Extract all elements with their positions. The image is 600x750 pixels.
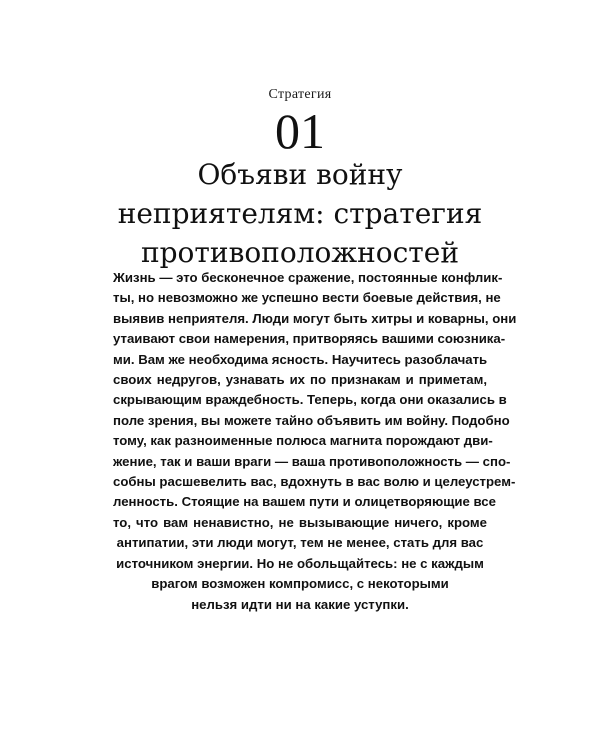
paragraph-line: утаивают свои намерения, притворяясь вашими союзника-	[113, 331, 506, 347]
paragraph-line: источником энергии. Но не обольщайтесь: не с каждым	[116, 555, 484, 571]
chapter-number: 01	[275, 103, 325, 159]
paragraph-line: жение, так и ваши враги — ваша противоположность — спо-	[113, 453, 511, 469]
paragraph-line: собны расшевелить вас, вдохнуть в вас волю и целеустрем-	[113, 474, 516, 490]
paragraph-line: врагом возможен компромисс, с некоторыми	[151, 576, 449, 592]
paragraph-line: Жизнь — это бесконечное сражение, постоянные конфлик-	[113, 270, 503, 285]
paragraph-line: антипатии, эти люди могут, тем не менее, стать для вас	[116, 535, 484, 551]
chapter-title	[0, 155, 600, 272]
chapter-title-line: неприятелям: стратегия	[117, 197, 483, 230]
paragraph-line: поле зрения, вы можете тайно объявить им войну. Подобно	[113, 412, 510, 428]
paragraph-line: ты, но невозможно же успешно вести боевые действия, не	[113, 290, 501, 306]
paragraph-line: ми. Вам же необходима ясность. Научитесь разоблачать	[113, 351, 488, 367]
chapter-kicker: Стратегия	[268, 87, 332, 102]
paragraph-line: скрывающим враждебность. Теперь, когда они оказались в	[113, 392, 507, 408]
chapter-title-line: Объяви войну	[197, 158, 403, 191]
paragraph-line: нельзя идти ни на какие уступки.	[191, 596, 409, 612]
chapter-intro-paragraph	[113, 268, 517, 615]
paragraph-line: то, что вам ненавистно, не вызывающие ничего, кроме	[113, 514, 487, 530]
paragraph-line: своих недругов, узнавать их по признакам и приметам,	[113, 372, 487, 388]
chapter-title-line: противоположностей	[140, 236, 460, 269]
paragraph-line: ленность. Стоящие на вашем пути и олицетворяющие все	[113, 494, 496, 510]
paragraph-line: тому, как разноименные полюса магнита порождают дви-	[113, 433, 493, 449]
paragraph-line: выявив неприятеля. Люди могут быть хитры и коварны, они	[113, 310, 517, 326]
